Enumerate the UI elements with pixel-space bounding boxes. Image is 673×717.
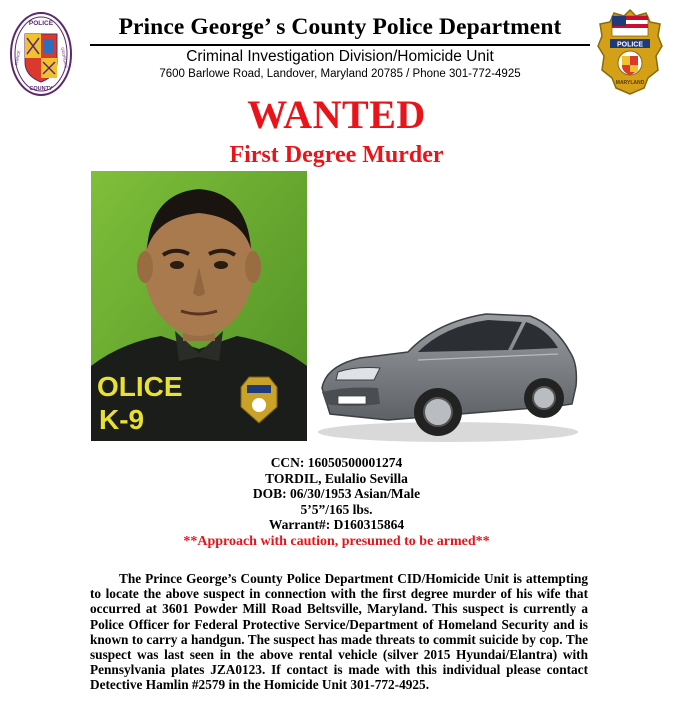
suspect-vehicle-image [308,300,583,450]
police-badge-icon [596,8,664,96]
case-description: The Prince George’s County Police Department CID/Homicide Unit is attempting to locate the above suspect in connection with the first degree murder of his wife that occurred at 3601 Powder Mill Road Beltsville, Maryland. This suspect is currently a Police Officer for Federal Protective Service/Department of Homeland Security and is known to carry a handgun. The suspect has made threats to commit suicide by cop. The suspect was last seen in the above rental vehicle (silver 2015 Hyundai/Elantra) with Pennsylvania plates JZA0123. If contact is made with this individual please contact Detective Hamlin #2579 in the Homicide Unit 301-772-4925. [90,571,588,693]
badge-top-text: POLICE [616,41,644,49]
department-title: Prince George’ s County Police Department [118,14,562,40]
warrant-number: Warrant#: D160315864 [268,517,405,533]
seal-top-text: POLICE [28,20,54,27]
suspect-photo [91,171,307,441]
seal-left-text: PRINCE [13,49,22,66]
seal-right-text: GEORGE'S [60,46,69,69]
badge-bottom-text: MARYLAND [615,80,645,86]
wanted-headline: WANTED [247,92,426,137]
charge-title: First Degree Murder [229,142,444,168]
title-underline [90,44,590,46]
caution-warning: **Approach with caution, presumed to be armed** [183,533,490,549]
suspect-info-block [0,455,673,550]
seal-shield-icon [25,34,57,82]
suspect-height-weight: 5’5”/165 lbs. [300,501,373,517]
seal-bottom-text: COUNTY [29,86,53,92]
ccn-number: CCN: 16050500001274 [270,455,403,470]
shirt-text-police: OLICE [97,371,183,402]
shirt-text-k9: K-9 [99,404,145,435]
department-address: 7600 Barlowe Road, Landover, Maryland 20785 / Phone 301-772-4925 [159,68,521,80]
county-police-seal [10,12,72,96]
division-name: Criminal Investigation Division/Homicide Unit [186,48,494,65]
suspect-name: TORDIL, Eulalio Sevilla [265,470,408,486]
suspect-dob: DOB: 06/30/1953 Asian/Male [252,486,421,502]
